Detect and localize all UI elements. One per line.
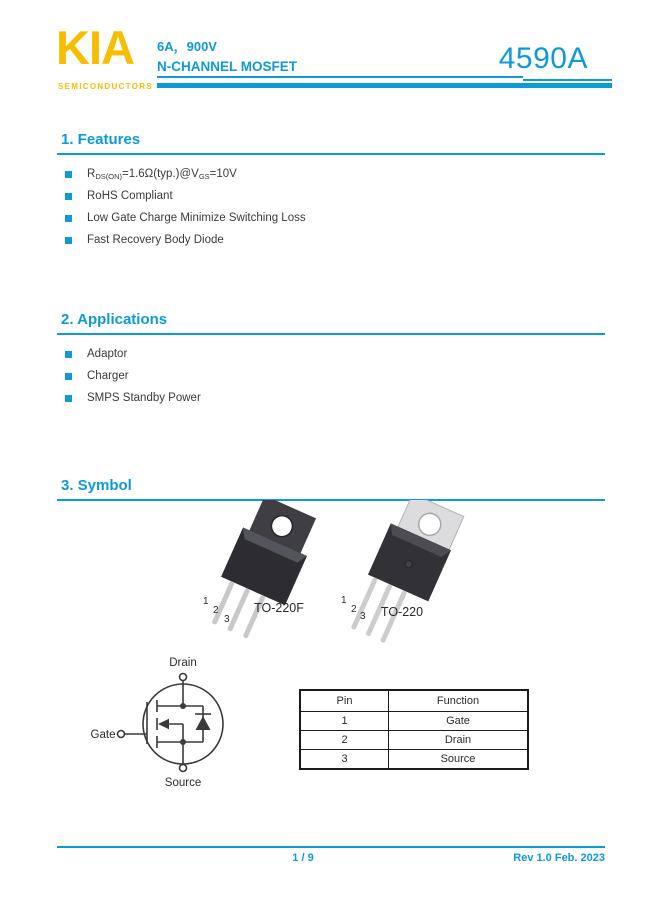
to220f-pin1-label: 1 (203, 596, 209, 607)
table-row (300, 750, 528, 770)
to220-pin1-label: 1 (341, 595, 347, 606)
symbol-title: 3. Symbol (61, 477, 132, 494)
brand-logo-subtext: SEMICONDUCTORS (58, 82, 153, 91)
list-item: SMPS Standby Power (57, 392, 605, 405)
list-item: Adaptor (57, 348, 605, 361)
table-row (300, 712, 528, 731)
mosfet-arrow (158, 719, 169, 729)
list-item (57, 168, 605, 181)
rds-value: =1.6Ω(typ.)@V (121, 168, 199, 180)
to220-body (345, 500, 465, 645)
to220-package-label: TO-220 (380, 605, 424, 619)
drain-label: Drain (169, 657, 197, 669)
applications-list (57, 348, 605, 405)
function-cell: Source (389, 750, 529, 770)
list-item: RoHS Compliant (57, 190, 605, 203)
function-cell: Drain (389, 731, 529, 750)
pin-column-header: Pin (300, 690, 389, 712)
symbol-section (57, 477, 605, 501)
to220f-pin3-label: 3 (224, 614, 230, 625)
device-type: N-CHANNEL MOSFET (157, 59, 297, 74)
device-rating: 6A，900V (157, 39, 217, 54)
pin-cell: 3 (300, 750, 389, 770)
list-item: Charger (57, 370, 605, 383)
list-item: Low Gate Charge Minimize Switching Loss (57, 212, 605, 225)
applications-section (57, 311, 605, 414)
list-item: Fast Recovery Body Diode (57, 234, 605, 247)
page-number: 1 / 9 (292, 852, 314, 864)
features-list (57, 168, 605, 247)
revision-label: Rev 1.0 Feb. 2023 (513, 852, 605, 864)
section-rule (57, 153, 605, 155)
vgs-value: =10V (209, 168, 237, 180)
function-column-header: Function (389, 690, 529, 712)
vgs-subscript: GS (198, 172, 210, 181)
applications-title: 2. Applications (61, 311, 168, 328)
section-rule (57, 333, 605, 335)
brand-logo: KIA (56, 21, 134, 74)
features-section (57, 131, 605, 256)
pin-cell: 1 (300, 712, 389, 731)
to220-package-image (330, 500, 495, 645)
rds-text: R (87, 168, 96, 180)
table-header-row (300, 690, 528, 712)
gate-label: Gate (90, 729, 116, 741)
to220f-package-image (188, 500, 343, 638)
to220-pin2-label: 2 (351, 604, 357, 615)
footer-divider (57, 846, 605, 848)
mosfet-schematic (75, 652, 250, 792)
pin-function-table (299, 689, 529, 770)
features-title: 1. Features (61, 131, 141, 148)
rds-subscript: DS(ON) (95, 172, 122, 181)
to220f-package-label: TO-220F (254, 601, 304, 615)
to220f-body (202, 500, 322, 638)
device-summary (157, 36, 297, 74)
function-cell: Gate (389, 712, 529, 731)
pin-cell: 2 (300, 731, 389, 750)
table-row (300, 731, 528, 750)
source-label: Source (164, 777, 202, 789)
header-divider-thick (157, 83, 612, 88)
body-diode-triangle (196, 716, 211, 730)
part-number: 4590A (498, 42, 588, 75)
header-divider-thin (157, 76, 523, 78)
to220f-pin2-label: 2 (213, 605, 219, 616)
part-number-underline (523, 79, 612, 81)
to220-pin3-label: 3 (360, 611, 366, 622)
